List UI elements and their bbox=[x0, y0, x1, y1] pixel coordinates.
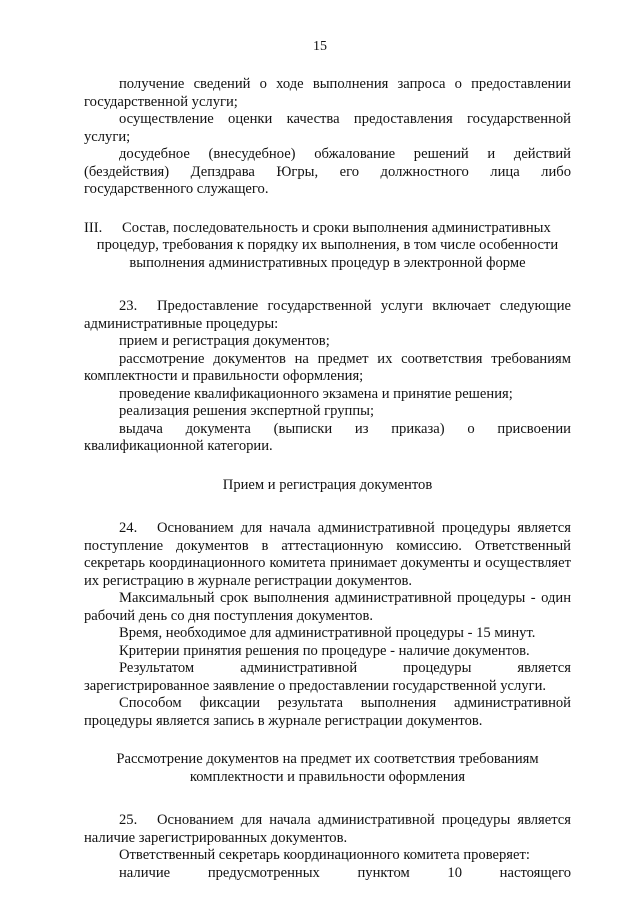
intro-item: получение сведений о ходе выполнения запроса о предоставлении государственной услуги; bbox=[84, 76, 571, 110]
intro-item: досудебное (внесудебное) обжалование решений и действий (бездействия) Депздрава Югры, его должностного лица либо государственного служащего. bbox=[84, 146, 571, 197]
section-heading-text: Состав, последовательность и сроки выполнения административных bbox=[122, 219, 551, 236]
paragraph-text: Предоставление государственной услуги включает следующие административные процедуры: bbox=[84, 298, 571, 332]
paragraph-text: Основанием для начала административной процедуры является поступление документов в аттестационную комиссию. Ответственный секретарь координационного комитета принимает документы и осуществляет их регистрацию в журнале регистрации документов. bbox=[84, 520, 571, 589]
paragraph: Критерии принятия решения по процедуре - наличие документов. bbox=[119, 642, 530, 659]
page-number: 15 bbox=[313, 39, 327, 54]
list-item: реализация решения экспертной группы; bbox=[119, 403, 375, 419]
subsection-heading: Прием и регистрация документов bbox=[222, 476, 433, 493]
paragraph: Способом фиксации результата выполнения административной процедуры является запись в журнале регистрации документов. bbox=[84, 695, 571, 729]
paragraph-23 bbox=[84, 298, 571, 333]
paragraph-number: 25. bbox=[119, 812, 138, 828]
intro-item: осуществление оценки качества предоставления государственной услуги; bbox=[84, 111, 571, 145]
paragraph: Результатом административной процедуры является зарегистрированное заявление о предоставлении государственной услуги. bbox=[84, 660, 571, 694]
paragraph: Время, необходимое для административной процедуры - 15 минут. bbox=[119, 625, 536, 641]
subsection-heading-line: Рассмотрение документов на предмет их соответствия требованиям bbox=[116, 751, 539, 767]
section-numeral: III. bbox=[84, 219, 103, 236]
list-item: рассмотрение документов на предмет их соответствия требованиям комплектности и правильности оформления; bbox=[84, 350, 571, 384]
paragraph: Максимальный срок выполнения административной процедуры - один рабочий день со дня поступления документов. bbox=[84, 590, 571, 624]
section-heading-line: процедур, требования к порядку их выполнения, в том числе особенности bbox=[96, 237, 559, 253]
section-heading-line bbox=[84, 220, 571, 238]
document-body bbox=[84, 76, 571, 882]
paragraph-number: 24. bbox=[119, 520, 138, 536]
paragraph-text: Основанием для начала административной процедуры является наличие зарегистрированных документов. bbox=[84, 812, 571, 846]
section-heading-line: выполнения административных процедур в электронной форме bbox=[129, 254, 526, 271]
paragraph: Ответственный секретарь координационного комитета проверяет: bbox=[119, 847, 530, 863]
list-item: проведение квалификационного экзамена и принятие решения; bbox=[119, 385, 513, 402]
paragraph: наличие предусмотренных пунктом 10 настоящего bbox=[119, 864, 571, 881]
paragraph-25 bbox=[84, 812, 571, 847]
paragraph-24 bbox=[84, 520, 571, 590]
list-item: прием и регистрация документов; bbox=[119, 333, 330, 349]
paragraph-number: 23. bbox=[119, 298, 138, 314]
subsection-heading-line: комплектности и правильности оформления bbox=[189, 768, 466, 785]
list-item: выдача документа (выписки из приказа) о присвоении квалификационной категории. bbox=[84, 420, 571, 454]
